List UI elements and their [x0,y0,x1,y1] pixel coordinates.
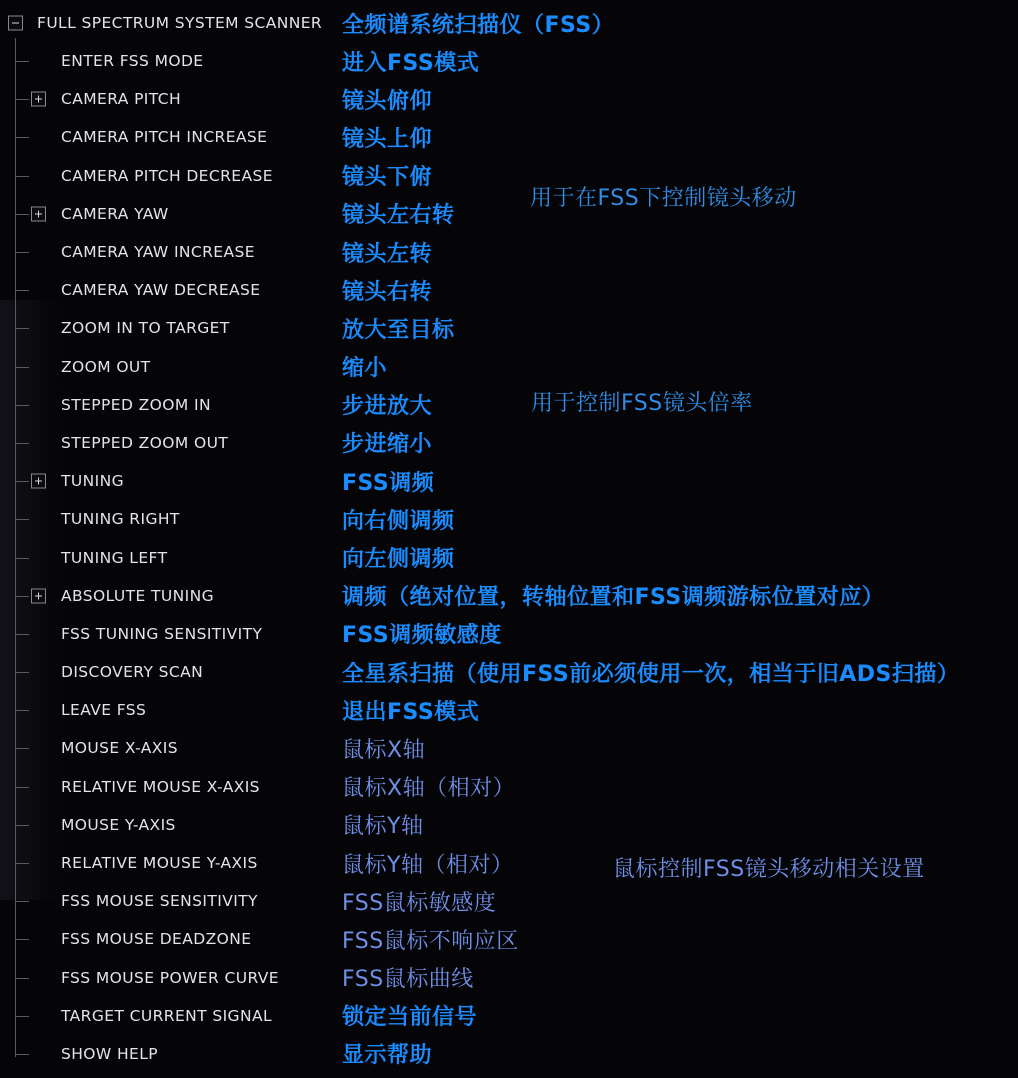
option-row[interactable] [0,348,1018,386]
option-row[interactable] [0,691,1018,729]
plus-box-icon[interactable] [31,474,46,489]
tree-branch-line [15,252,29,253]
option-label[interactable]: FSS TUNING SENSITIVITY [61,624,263,643]
tree-branch-line [15,672,29,673]
option-row[interactable] [0,959,1018,997]
tree-branch-line [15,978,29,979]
tree-branch-line [15,214,29,215]
option-label[interactable]: TARGET CURRENT SIGNAL [61,1006,272,1025]
option-label[interactable]: RELATIVE MOUSE X-AXIS [61,777,260,796]
option-row[interactable] [0,920,1018,958]
option-translation: 鼠标X轴 [342,737,426,763]
tree-branch-line [15,481,29,482]
note-mouse-settings: 鼠标控制FSS镜头移动相关设置 [613,857,925,882]
minus-box-icon[interactable] [8,16,23,31]
option-label[interactable]: CAMERA YAW INCREASE [61,243,255,262]
note-camera-movement: 用于在FSS下控制镜头移动 [530,186,797,211]
option-translation: 镜头俯仰 [342,88,433,114]
option-row[interactable] [0,233,1018,271]
option-translation: 鼠标Y轴（相对） [342,852,514,878]
option-translation: FSS鼠标敏感度 [342,890,497,916]
tree-branch-line [15,137,29,138]
tree-branch-line [15,176,29,177]
option-row[interactable] [0,653,1018,691]
option-translation: FSS调频 [342,470,435,496]
option-translation: 步进放大 [342,394,433,420]
option-label[interactable]: ZOOM OUT [61,357,151,376]
option-row[interactable] [0,80,1018,118]
option-translation: FSS鼠标曲线 [342,967,474,993]
tree-branch-line [15,558,29,559]
tree-branch-line [15,367,29,368]
option-translation: 退出FSS模式 [342,699,480,725]
plus-box-icon[interactable] [31,92,46,107]
option-translation: 镜头右转 [342,279,433,305]
option-translation: 向右侧调频 [342,508,455,534]
option-translation: 镜头左转 [342,241,433,267]
tree-branch-line [15,99,29,100]
tree-branch-line [15,328,29,329]
option-row[interactable] [0,538,1018,576]
tree-branch-line [15,61,29,62]
option-label[interactable]: MOUSE X-AXIS [61,739,179,758]
tree-branch-line [15,939,29,940]
plus-box-icon[interactable] [31,206,46,221]
option-translation: 镜头左右转 [342,203,455,229]
tree-branch-line [15,1016,29,1017]
option-label[interactable]: ABSOLUTE TUNING [61,586,214,605]
option-list [0,42,1018,1073]
section-header-fss[interactable] [0,4,1018,42]
option-row[interactable] [0,806,1018,844]
option-translation: 锁定当前信号 [342,1005,478,1031]
option-translation: 放大至目标 [342,317,455,343]
option-label[interactable]: SHOW HELP [61,1044,158,1063]
option-row[interactable] [0,997,1018,1035]
tree-branch-line [15,748,29,749]
tree-branch-line [15,405,29,406]
option-label[interactable]: RELATIVE MOUSE Y-AXIS [61,854,258,873]
option-row[interactable] [0,1035,1018,1073]
option-translation: 鼠标X轴（相对） [342,776,516,802]
option-label[interactable]: DISCOVERY SCAN [61,663,204,682]
section-title[interactable]: FULL SPECTRUM SYSTEM SCANNER [37,14,323,32]
option-row[interactable] [0,882,1018,920]
option-label[interactable]: ENTER FSS MODE [61,52,204,71]
tree-branch-line [15,863,29,864]
tree-branch-line [15,290,29,291]
option-label[interactable]: MOUSE Y-AXIS [61,815,176,834]
note-zoom-magnification: 用于控制FSS镜头倍率 [531,391,753,416]
option-row[interactable] [0,424,1018,462]
tree-branch-line [15,519,29,520]
tree-branch-line [15,443,29,444]
option-translation: 鼠标Y轴 [342,814,424,840]
option-row[interactable] [0,42,1018,80]
option-translation: 调频（绝对位置，转轴位置和FSS调频游标位置对应） [342,585,885,611]
option-row[interactable] [0,195,1018,233]
tree-branch-line [15,787,29,788]
option-label[interactable]: FSS MOUSE SENSITIVITY [61,892,258,911]
option-label[interactable]: FSS MOUSE DEADZONE [61,930,252,949]
option-label[interactable]: CAMERA PITCH [61,90,182,109]
option-label[interactable]: CAMERA YAW [61,204,169,223]
option-label[interactable]: TUNING LEFT [61,548,168,567]
option-row[interactable] [0,462,1018,500]
tree-branch-line [15,825,29,826]
option-label[interactable]: CAMERA YAW DECREASE [61,281,261,300]
tree-branch-line [15,901,29,902]
option-label[interactable]: LEAVE FSS [61,701,147,720]
option-translation: FSS调频敏感度 [342,623,502,649]
option-translation: 步进缩小 [342,432,433,458]
option-label[interactable]: TUNING RIGHT [61,510,180,529]
option-row[interactable] [0,309,1018,347]
option-row[interactable] [0,271,1018,309]
option-label[interactable]: STEPPED ZOOM IN [61,395,211,414]
section-translation: 全频谱系统扫描仪（FSS） [342,12,615,38]
option-translation: 镜头下俯 [342,165,433,191]
option-translation: 缩小 [342,356,388,382]
tree-branch-line [15,710,29,711]
plus-box-icon[interactable] [31,588,46,603]
option-label[interactable]: CAMERA PITCH INCREASE [61,128,268,147]
option-row[interactable] [0,118,1018,156]
option-translation: FSS鼠标不响应区 [342,928,519,954]
option-label[interactable]: ZOOM IN TO TARGET [61,319,230,338]
option-translation: 显示帮助 [342,1043,433,1069]
tree-branch-line [15,1054,29,1055]
keybinding-tree [0,4,1018,1073]
option-translation: 镜头上仰 [342,126,433,152]
option-label[interactable]: CAMERA PITCH DECREASE [61,166,273,185]
option-row[interactable] [0,500,1018,538]
option-label[interactable]: FSS MOUSE POWER CURVE [61,968,279,987]
option-translation: 向左侧调频 [342,547,455,573]
tree-branch-line [15,596,29,597]
option-row[interactable] [0,386,1018,424]
tree-branch-line [15,634,29,635]
option-row[interactable] [0,157,1018,195]
option-translation: 进入FSS模式 [342,50,480,76]
option-row[interactable] [0,768,1018,806]
option-label[interactable]: TUNING [61,472,124,491]
option-label[interactable]: STEPPED ZOOM OUT [61,433,229,452]
option-row[interactable] [0,577,1018,615]
option-row[interactable] [0,729,1018,767]
option-row[interactable] [0,615,1018,653]
option-translation: 全星系扫描（使用FSS前必须使用一次，相当于旧ADS扫描） [342,661,960,687]
